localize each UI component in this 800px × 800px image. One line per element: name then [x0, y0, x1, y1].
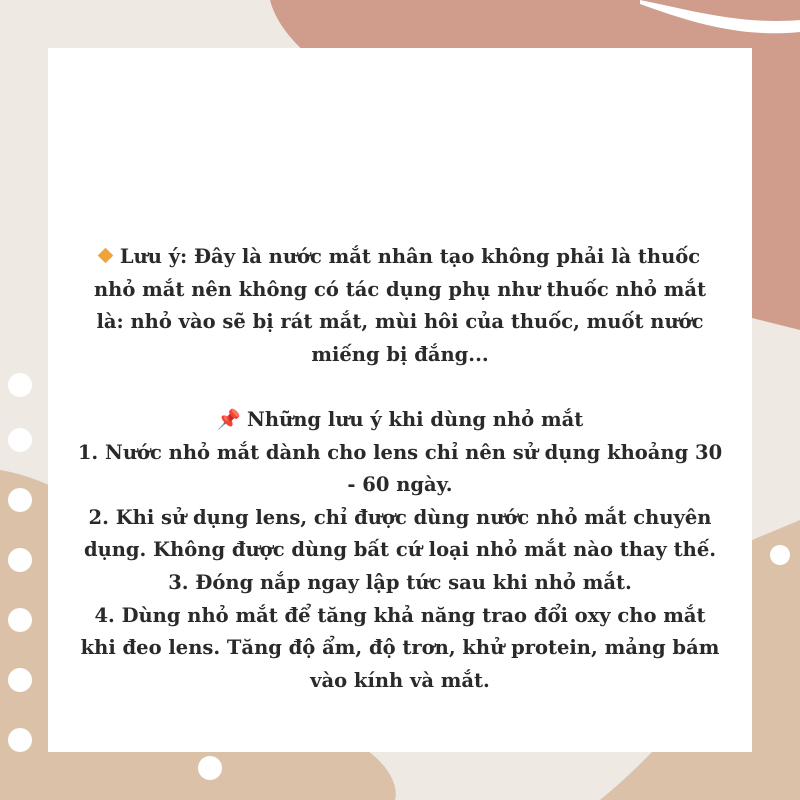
white-dot: [8, 728, 32, 752]
spacer: [48, 371, 752, 404]
white-dot: [770, 545, 790, 565]
white-dot: [8, 428, 32, 452]
note-line: miếng bị đắng...: [311, 342, 489, 366]
white-dot: [198, 756, 222, 780]
note-line: Lưu ý: Đây là nước mắt nhân tạo không phải là thuốc: [48, 241, 752, 274]
note-line: là: nhỏ vào sẽ bị rát mắt, mùi hôi của thuốc, muốt nước: [96, 310, 704, 334]
tip-line: vào kính và mắt.: [310, 668, 490, 692]
note-line: nhỏ mắt nên không có tác dụng phụ như thuốc nhỏ mắt: [93, 277, 706, 301]
tip-line: - 60 ngày.: [347, 473, 453, 497]
white-dot: [8, 608, 32, 632]
tip-line: khi đeo lens. Tăng độ ẩm, độ trơn, khử protein, mảng bám: [80, 636, 720, 660]
tip-line: 3. Đóng nắp ngay lập tức sau khi nhỏ mắt.: [168, 570, 632, 594]
white-dot: [8, 668, 32, 692]
tip-line: 4. Dùng nhỏ mắt để tăng khả năng trao đổi oxy cho mắt: [94, 603, 706, 627]
pushpin-icon: 📌: [216, 407, 242, 431]
white-dot: [8, 373, 32, 397]
content-card: [48, 48, 752, 752]
white-dot: [8, 488, 32, 512]
content-text: [48, 241, 752, 697]
tip-line: dụng. Không được dùng bất cứ loại nhỏ mắt nào thay thế.: [83, 538, 717, 562]
tip-line: 1. Nước nhỏ mắt dành cho lens chỉ nên sử dụng khoảng 30: [77, 440, 723, 464]
tips-heading: 📌 Những lưu ý khi dùng nhỏ mắt: [48, 404, 752, 437]
tip-line: 2. Khi sử dụng lens, chỉ được dùng nước nhỏ mắt chuyên: [88, 505, 712, 529]
orange-diamond-icon: [98, 248, 114, 264]
white-dot: [8, 548, 32, 572]
